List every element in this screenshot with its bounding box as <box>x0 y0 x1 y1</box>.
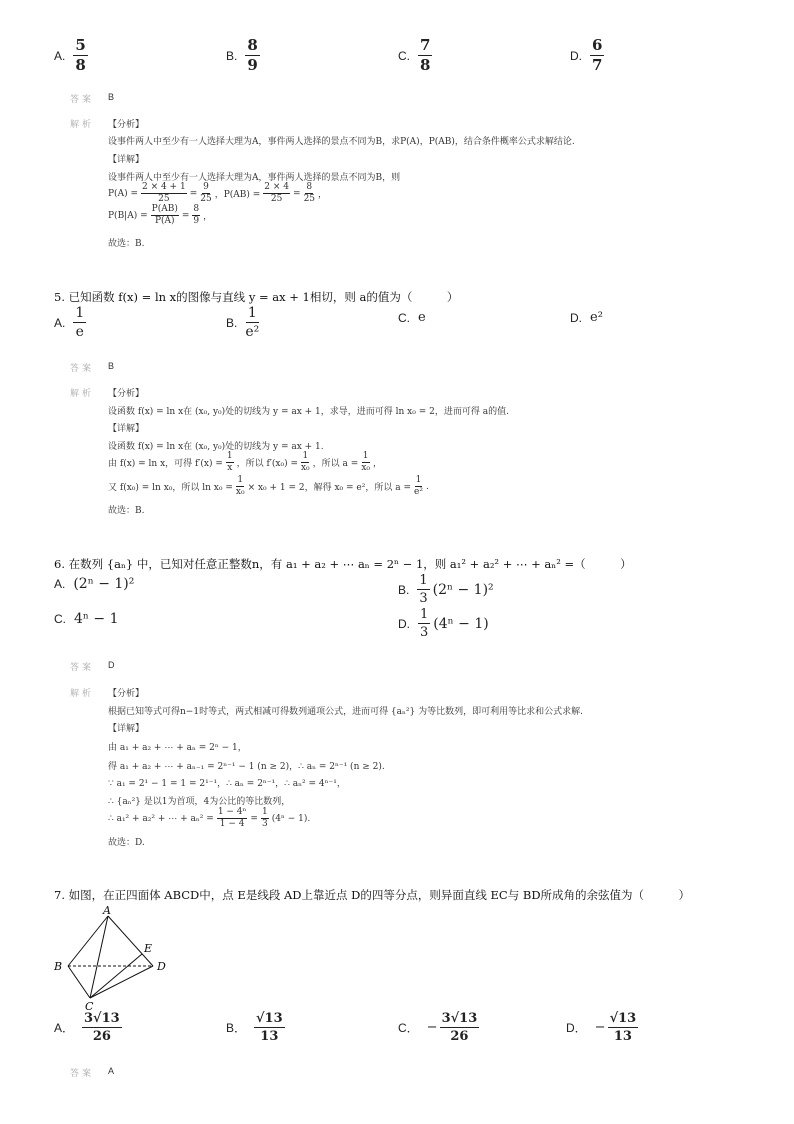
q4-option-b <box>226 38 260 73</box>
option-fraction: $\frac{5}{8}$ <box>75 36 86 74</box>
result-text: 故选：B. <box>108 506 145 516</box>
answer-value: A <box>108 1066 115 1076</box>
analysis-label: 解析 <box>70 119 95 129</box>
analysis-label: 解析 <box>70 688 95 698</box>
tetrahedron-diagram <box>52 902 177 1014</box>
q6-option-b: B. $\frac{1}{3}$ (2ⁿ − 1)² <box>398 573 494 606</box>
detail-text: 设函数 f(x) = ln x在 (x₀, y₀)处的切线为 y = ax + 1. <box>108 442 324 452</box>
option-letter: D. <box>570 48 582 63</box>
analysis-text: 设函数 f(x) = ln x在 (x₀, y₀)处的切线为 y = ax + 1，求导，进而可得 ln x₀ = 2，进而可得 a的值. <box>108 407 509 417</box>
analysis-heading: 【分析】 <box>108 689 145 699</box>
detail-text: 得 a₁ + a₂ + ⋯ + aₙ₋₁ = 2ⁿ⁻¹ − 1 (n ≥ 2)，∴ aₙ = 2ⁿ⁻¹ (n ≥ 2). <box>108 762 385 772</box>
formula-pba: P(B|A) = $\frac{P(AB)}{P(A)}$ = $\frac{8}{9}$ ， <box>108 204 213 226</box>
point-label-e: E <box>144 942 153 955</box>
option-letter: C. <box>398 48 410 63</box>
answer-value: B <box>108 361 115 371</box>
analysis-heading: 【分析】 <box>108 120 145 130</box>
option-fraction: $\frac{7}{8}$ <box>420 36 431 74</box>
q5-option-d: D. e² <box>570 310 603 325</box>
result-text: 故选：D. <box>108 838 145 848</box>
analysis-text: 根据已知等式可得n−1时等式，两式相减可得数列通项公式，进而可得 {aₙ²} 为等比数列，即可利用等比求和公式求解. <box>108 707 583 717</box>
question-6-stem: 6. 在数列 {aₙ} 中，已知对任意正整数n，有 a₁ + a₂ + ⋯ aₙ = 2ⁿ − 1，则 a₁² + a₂² + ⋯ + aₙ² =（ ） <box>54 557 632 571</box>
detail-text: ∴ {aₙ²} 是以1为首项，4为公比的等比数列， <box>108 797 291 807</box>
edge-ad <box>108 916 153 966</box>
q7-option-b: B． $\frac{√13}{13}$ <box>226 1011 283 1044</box>
formula-solve: 又 f(x₀) = ln x₀，所以 ln x₀ = $\frac{1}{\text{x₀}}$ × x₀ + 1 = 2，解得 x₀ = e²，所以 a = $\frac{1}{\text{e²}}$ . <box>108 475 429 497</box>
q7-option-c: C． − $\frac{3√13}{26}$ <box>398 1011 478 1044</box>
answer-label: 答案 <box>70 1068 95 1078</box>
q7-option-a: A． $\frac{3√13}{26}$ <box>54 1011 120 1044</box>
q6-option-c: C. 4ⁿ − 1 <box>54 611 119 627</box>
option-fraction: $\frac{6}{7}$ <box>592 36 603 74</box>
q6-option-a: A. (2ⁿ − 1)² <box>54 576 135 592</box>
answer-value: D <box>108 660 115 670</box>
question-5-stem: 5. 已知函数 f(x) = ln x的图像与直线 y = ax + 1相切，则 a的值为（ ） <box>54 290 459 304</box>
q4-option-d <box>570 38 604 73</box>
analysis-heading: 【分析】 <box>108 389 145 399</box>
formula-sum: ∴ a₁² + a₂² + ⋯ + aₙ² = $\frac{\text{1 − 4ⁿ}}{1 - 4}$ = $\frac{1}{3}$ (4ⁿ − 1). <box>108 807 311 829</box>
analysis-text: 设事件两人中至少有一人选择大理为A，事件两人选择的景点不同为B，求P(A)，P(AB)，结合条件概率公式求解结论. <box>108 137 575 147</box>
q6-option-d: D. $\frac{1}{3}$ (4ⁿ − 1) <box>398 607 489 640</box>
question-7-stem: 7. 如图，在正四面体 ABCD中，点 E是线段 AD上靠近点 D的四等分点，则异面直线 EC与 BD所成角的余弦值为（ ） <box>54 888 691 902</box>
option-fraction: $\frac{8}{9}$ <box>247 36 258 74</box>
answer-label: 答案 <box>70 662 95 672</box>
edge-bc <box>68 966 90 998</box>
answer-label: 答案 <box>70 94 95 104</box>
option-letter: A. <box>54 48 66 63</box>
detail-text: 由 a₁ + a₂ + ⋯ + aₙ = 2ⁿ − 1， <box>108 743 247 753</box>
vertex-label-c: C <box>85 1000 94 1013</box>
q5-option-b: B. $\frac{1}{\text{e²}}$ <box>226 305 260 340</box>
formula-pa: P(A) = $\frac{2 \times 4 + 1}{25}$ = $\frac{9}{25}$ ，P(AB) = $\frac{2 \times 4}{25}$ = $\frac{8}{25}$ ， <box>108 182 328 204</box>
q7-option-d: D． − $\frac{√13}{13}$ <box>566 1011 637 1044</box>
q5-option-a: A. $\frac{1}{e}$ <box>54 305 85 340</box>
q4-option-c <box>398 38 432 73</box>
vertex-label-d: D <box>157 960 166 973</box>
detail-heading: 【详解】 <box>108 424 145 434</box>
option-letter: B. <box>226 48 238 63</box>
detail-text: ∵ a₁ = 2¹ − 1 = 1 = 2¹⁻¹，∴ aₙ = 2ⁿ⁻¹，∴ aₙ² = 4ⁿ⁻¹， <box>108 779 346 789</box>
q4-option-a <box>54 38 88 73</box>
formula-derivative: 由 f(x) = ln x，可得 f′(x) = $\frac{1}{x}$ ，所以 f′(x₀) = $\frac{1}{\text{x₀}}$ ，所以 a = $\frac{1}{\text{x₀}}$ ， <box>108 451 383 473</box>
detail-text: 设事件两人中至少有一人选择大理为A，事件两人选择的景点不同为B，则 <box>108 173 401 183</box>
answer-label: 答案 <box>70 363 95 373</box>
result-text: 故选：B. <box>108 239 145 249</box>
answer-value: B <box>108 92 115 102</box>
vertex-label-a: A <box>103 904 111 917</box>
analysis-label: 解析 <box>70 388 95 398</box>
detail-heading: 【详解】 <box>108 155 145 165</box>
vertex-label-b: B <box>54 960 63 973</box>
detail-heading: 【详解】 <box>108 724 145 734</box>
q5-option-c: C. e <box>398 310 426 325</box>
edge-ab <box>68 916 108 966</box>
